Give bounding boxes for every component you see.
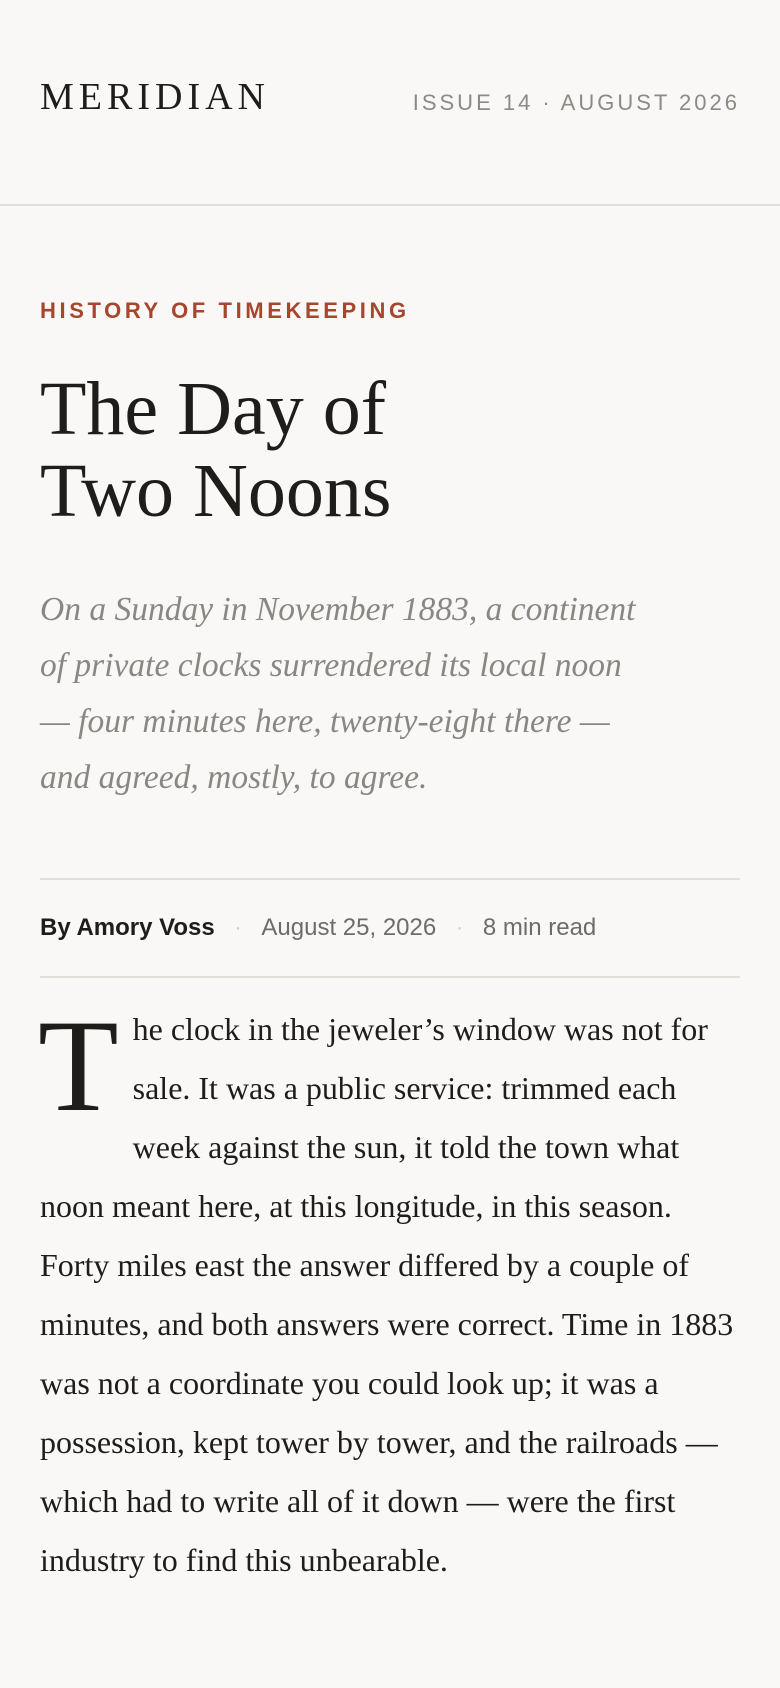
article-title-line-1: The Day of (40, 367, 387, 451)
site-logo[interactable]: MERIDIAN (40, 76, 270, 118)
byline-bottom-divider (40, 976, 740, 978)
read-time: 8 min read (482, 914, 597, 941)
byline-separator: · (234, 917, 242, 939)
article-body-paragraph (38, 992, 740, 1590)
byline (40, 914, 596, 942)
paragraph-text: he clock in the jeweler’s window was not for sale. It was a public service: trimmed each week against the sun, it told the town what noon meant here, at this longitude, in this season. Forty miles east the answer differed by a couple of minutes, and both answers were correct. Time in 1883 was not a coordinate you could look up; it was a possession, kept tower by tower, and the railroads — which had to write all of it down — were the first industry to find this unbearable. (40, 1011, 734, 1578)
article-title (40, 368, 560, 532)
article-title-line-2: Two Noons (40, 449, 392, 533)
drop-cap: T (38, 992, 119, 1139)
article-category[interactable]: HISTORY OF TIMEKEEPING (40, 298, 410, 323)
masthead (0, 0, 780, 206)
publish-date: August 25, 2026 (261, 914, 437, 941)
byline-separator: · (456, 917, 463, 939)
byline-top-divider (40, 878, 740, 880)
issue-label: ISSUE 14 · AUGUST 2026 (412, 90, 740, 115)
author-link[interactable]: By Amory Voss (40, 914, 215, 941)
article-dek: On a Sunday in November 1883, a continent of private clocks surrendered its local noon — four minutes here, twenty-eight there — and agreed, mostly, to agree. (40, 591, 636, 796)
